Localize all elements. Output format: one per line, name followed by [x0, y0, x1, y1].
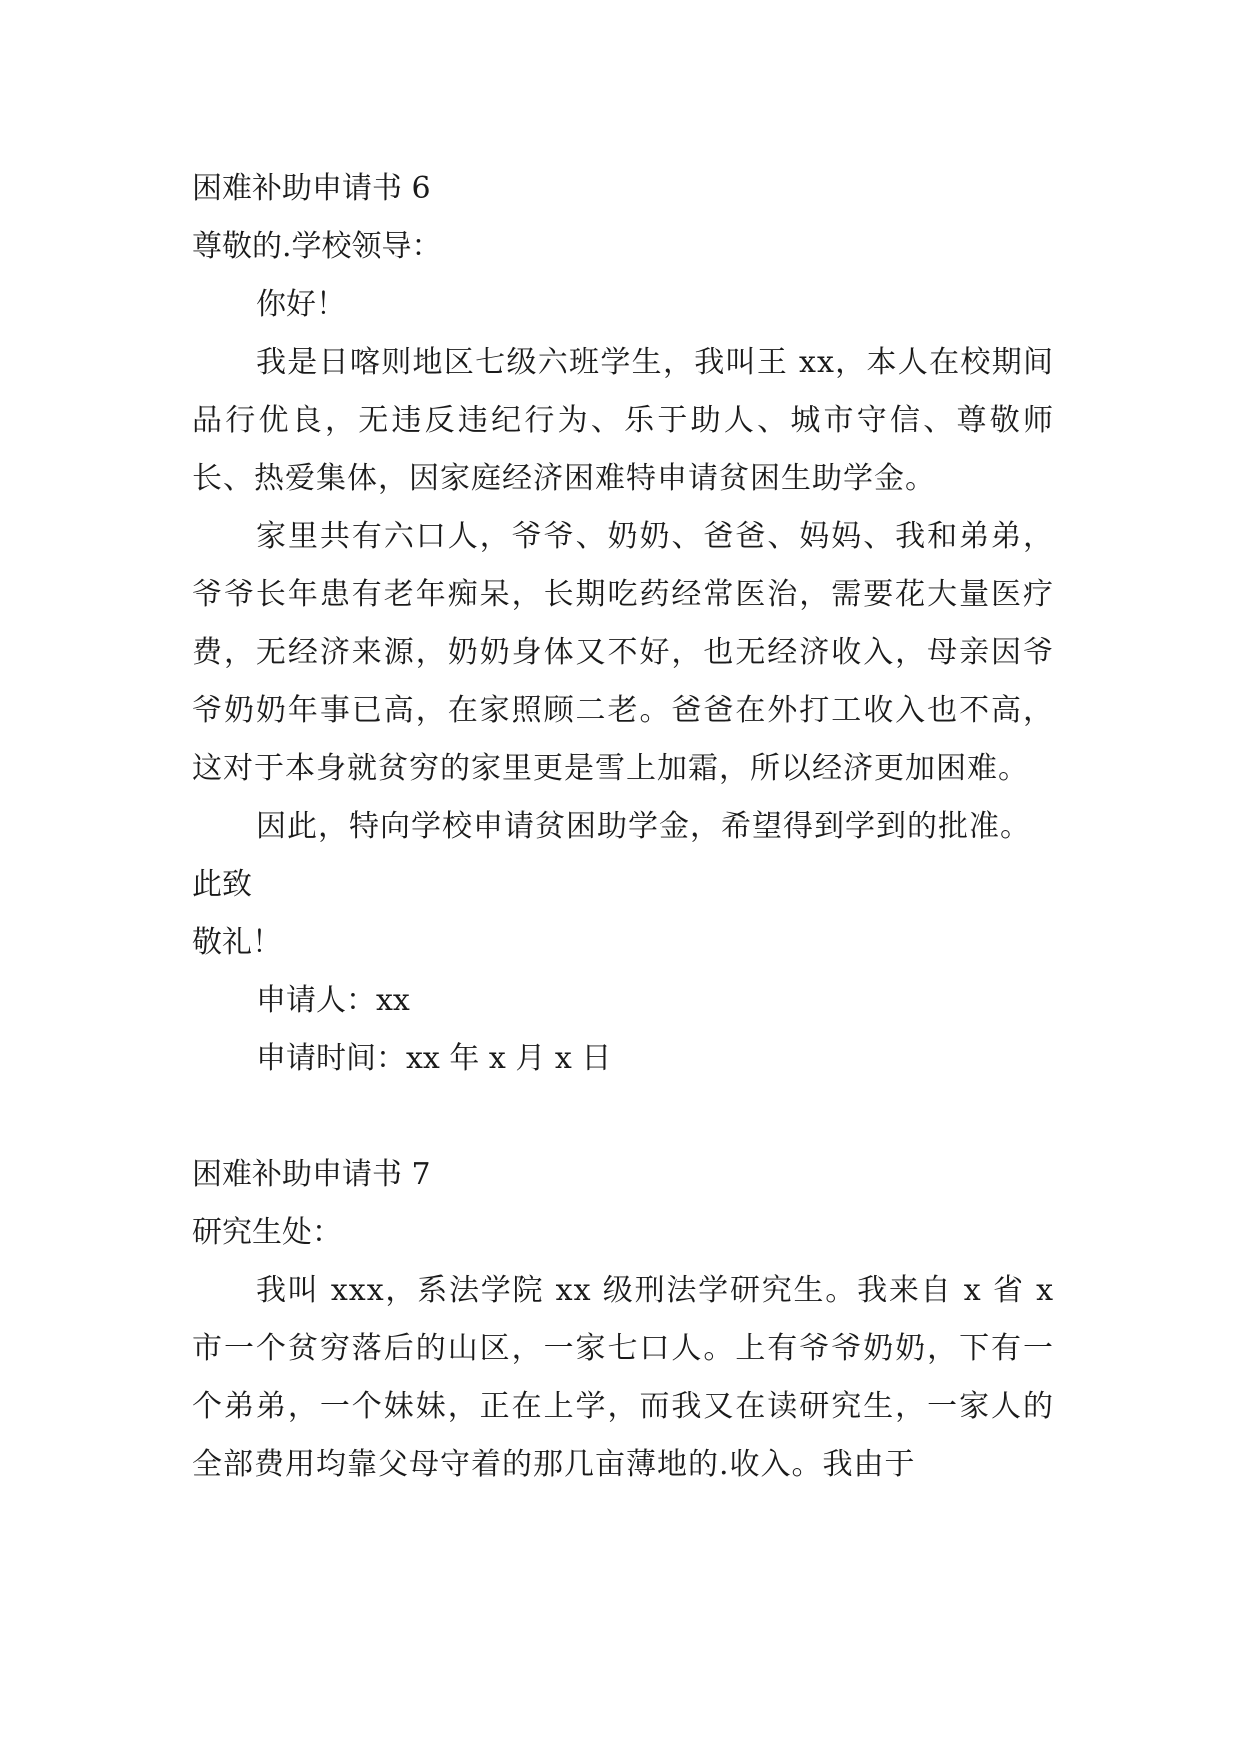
greeting: 你好！ [256, 287, 346, 322]
body-paragraph: 我是日喀则地区七级六班学生，我叫王 xx，本人在校期间品行优良，无违反违纪行为、乐于助人、城市守信、尊敬师长、热爱集体，因家庭经济困难特申请贫困生助学金。 [192, 345, 1054, 496]
date-line: 申请时间：xx 年 x 月 x 日 [256, 1041, 612, 1076]
salutation: 尊敬的.学校领导： [192, 229, 442, 264]
body-paragraph: 因此，特向学校申请贫困助学金，希望得到学到的批准。 [256, 809, 1031, 844]
salutation: 研究生处： [192, 1215, 342, 1250]
closing-jingli: 敬礼！ [192, 925, 282, 960]
section-spacer [192, 1088, 1054, 1146]
document-body [192, 160, 1054, 1494]
applicant-line: 申请人：xx [256, 983, 410, 1018]
letter-6 [192, 160, 1054, 1088]
body-paragraph: 我叫 xxx，系法学院 xx 级刑法学研究生。我来自 x 省 x 市一个贫穷落后的山区，一家七口人。上有爷爷奶奶，下有一个弟弟，一个妹妹，正在上学，而我又在读研究生，一家人的全部费用均靠父母守着的那几亩薄地的.收入。我由于 [192, 1273, 1054, 1482]
letter-title: 困难补助申请书 6 [192, 171, 431, 206]
body-paragraph: 家里共有六口人，爷爷、奶奶、爸爸、妈妈、我和弟弟，爷爷长年患有老年痴呆，长期吃药经常医治，需要花大量医疗费，无经济来源，奶奶身体又不好，也无经济收入，母亲因爷爷奶奶年事已高，在家照顾二老。爸爸在外打工收入也不高，这对于本身就贫穷的家里更是雪上加霜，所以经济更加困难。 [192, 519, 1054, 786]
letter-7 [192, 1146, 1054, 1494]
closing-cizhi: 此致 [192, 867, 252, 902]
letter-title: 困难补助申请书 7 [192, 1157, 431, 1192]
